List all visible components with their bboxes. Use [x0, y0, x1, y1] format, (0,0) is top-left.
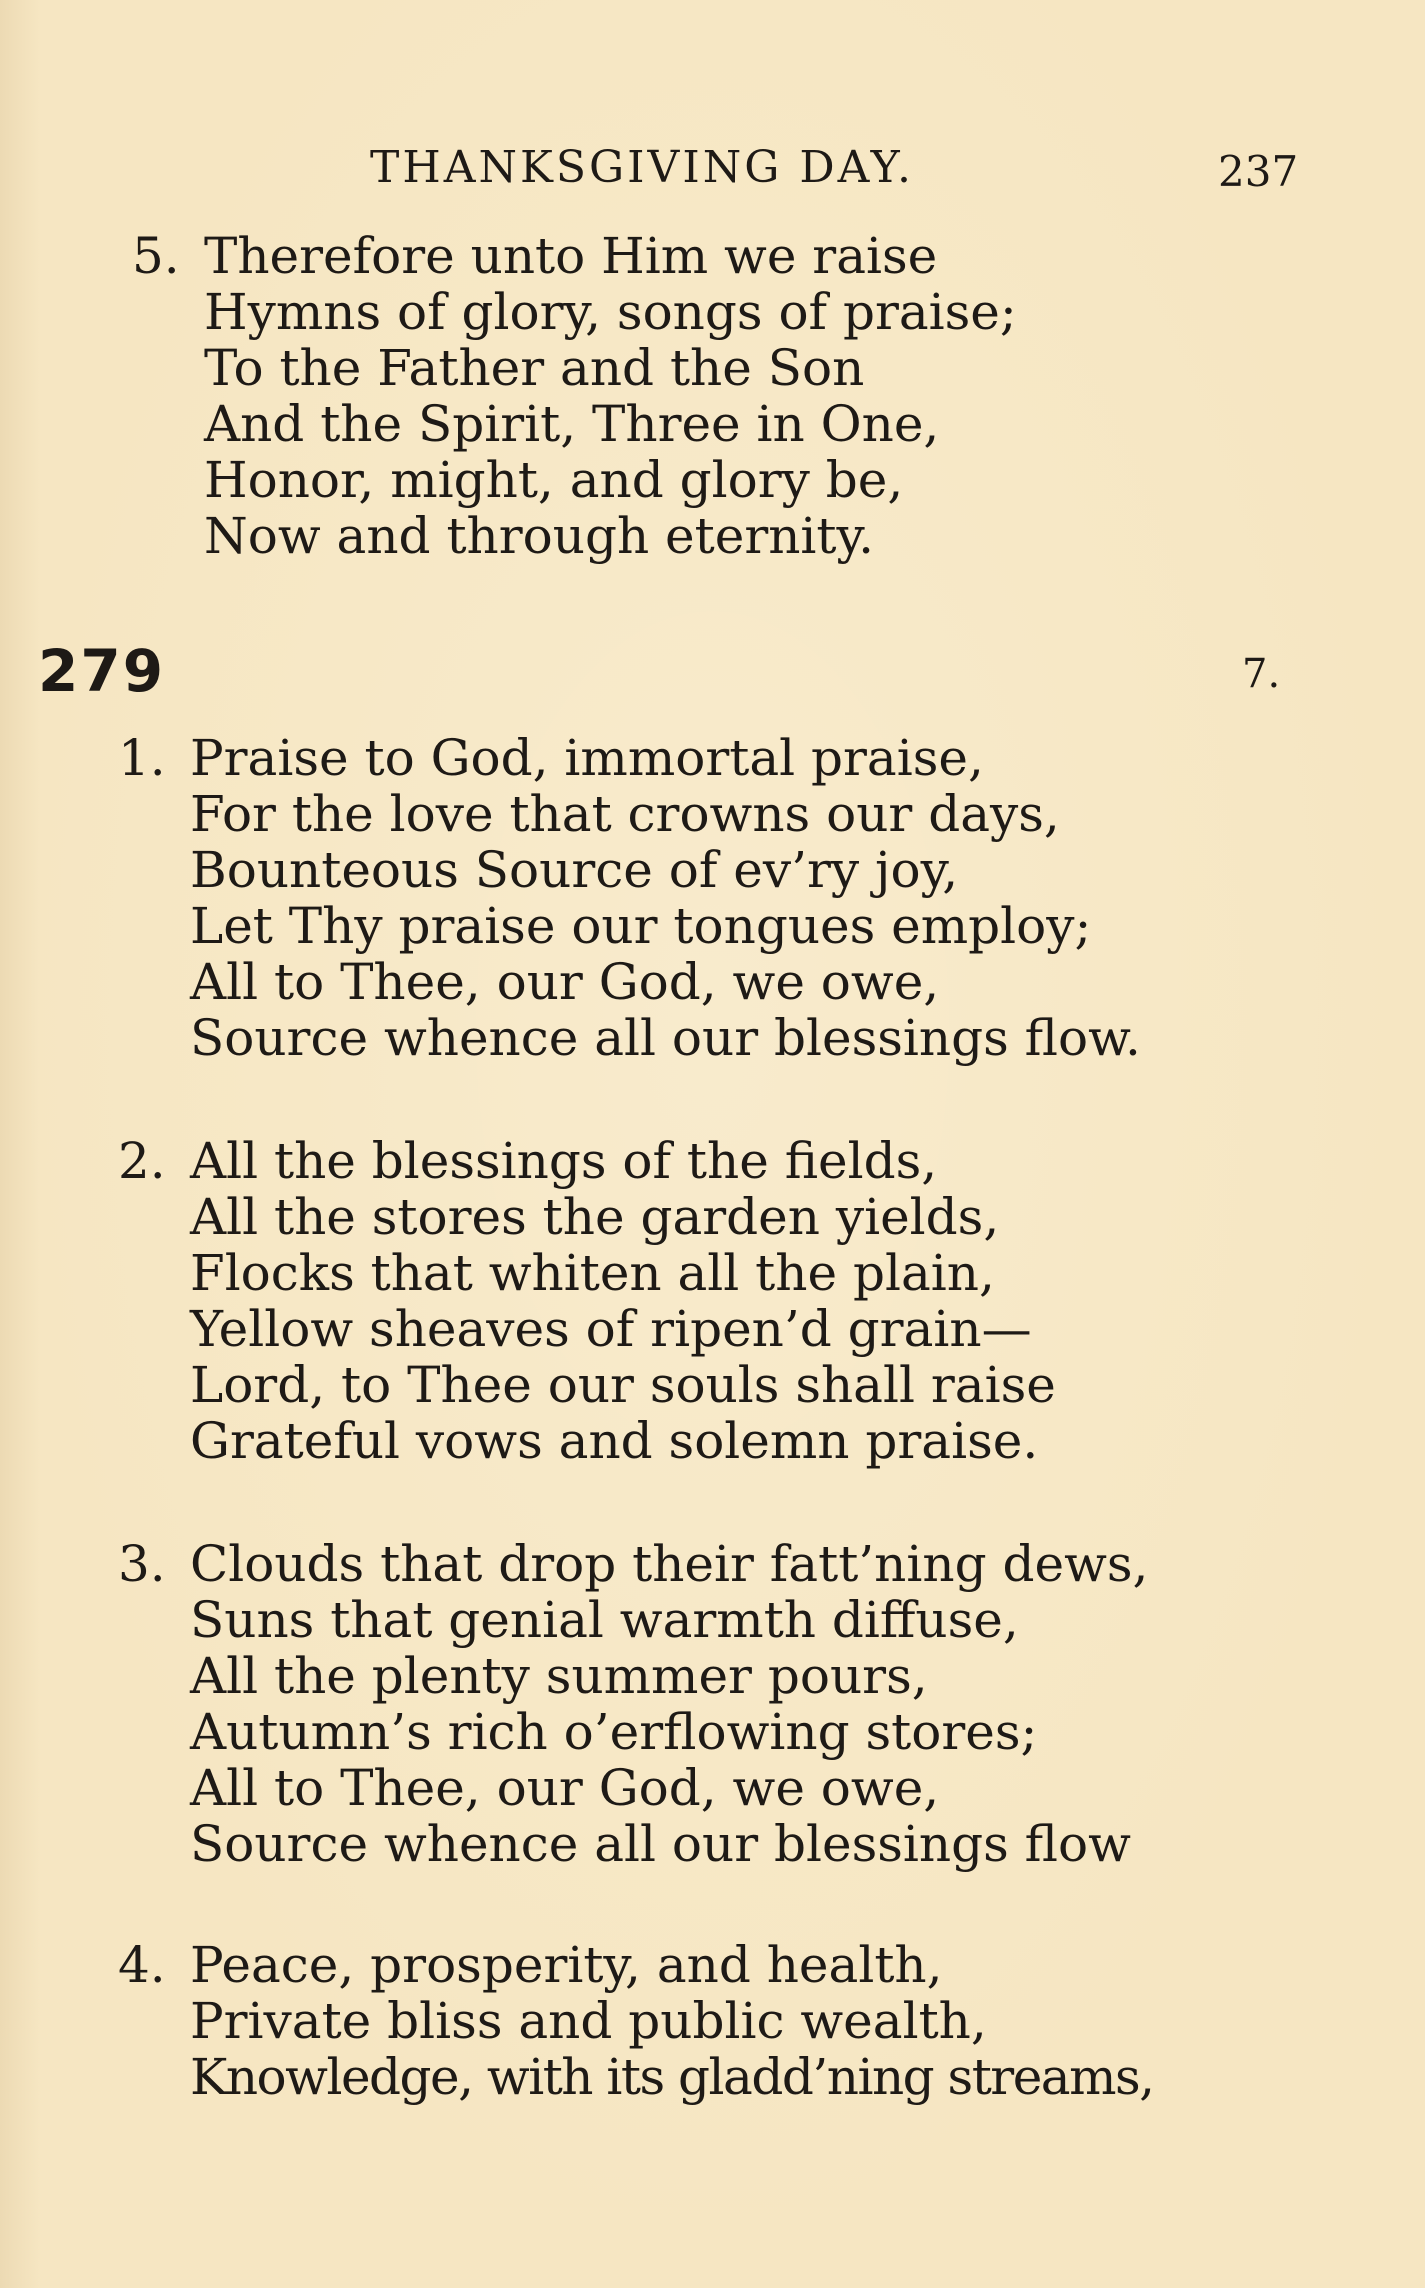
verse-line: Bounteous Source of ev’ry joy, — [190, 841, 959, 899]
verse-line: Peace, prosperity, and health, — [190, 1936, 943, 1994]
verse-line: All to Thee, our God, we owe, — [190, 953, 940, 1011]
stanza-1 — [118, 730, 1298, 1070]
stanza-4 — [118, 1937, 1298, 2107]
verse-line: Hymns of glory, songs of praise; — [204, 283, 1017, 341]
verse-line: Grateful vows and solemn praise. — [190, 1412, 1039, 1470]
stanza-lines — [190, 1536, 1148, 1872]
stanza-lines — [190, 730, 1141, 1066]
hymn-meter: 7. — [1242, 651, 1281, 697]
verse-line: Praise to God, immortal praise, — [190, 729, 984, 787]
stanza-number: 5. — [132, 227, 180, 285]
verse-line: To the Father and the Son — [204, 339, 865, 397]
verse-line: Flocks that whiten all the plain, — [190, 1244, 995, 1302]
running-title: THANKSGIVING DAY. — [370, 142, 914, 193]
verse-line: All to Thee, our God, we owe, — [190, 1759, 940, 1817]
verse-line: Lord, to Thee our souls shall raise — [190, 1356, 1056, 1414]
verse-line: Suns that genial warmth diffuse, — [190, 1591, 1019, 1649]
verse-line: And the Spirit, Three in One, — [204, 395, 940, 453]
verse-line: Now and through eternity. — [204, 507, 875, 565]
stanza-3 — [118, 1536, 1298, 1876]
stanza-number: 4. — [118, 1936, 166, 1994]
verse-line: Knowledge, with its gladd’ning streams, — [190, 2048, 1154, 2106]
stanza-lines — [190, 1133, 1056, 1469]
verse-line: Therefore unto Him we raise — [204, 227, 938, 285]
stanza-lines — [204, 228, 1017, 564]
verse-line: Let Thy praise our tongues employ; — [190, 897, 1092, 955]
stanza-number: 3. — [118, 1535, 166, 1593]
verse-line: All the stores the garden yields, — [190, 1188, 1000, 1246]
stanza-number: 2. — [118, 1132, 166, 1190]
page-number: 237 — [1218, 147, 1299, 196]
stanza-number: 1. — [118, 729, 166, 787]
verse-line: For the love that crowns our days, — [190, 785, 1060, 843]
verse-line: All the plenty summer pours, — [190, 1647, 928, 1705]
verse-line: Honor, might, and glory be, — [204, 451, 904, 509]
verse-line: Source whence all our blessings flow. — [190, 1009, 1141, 1067]
stanza-2 — [118, 1133, 1298, 1473]
hymn-number: 279 — [38, 637, 166, 705]
stanza-lines — [190, 1937, 1154, 2105]
verse-line: Private bliss and public wealth, — [190, 1992, 987, 2050]
verse-line: Source whence all our blessings flow — [190, 1815, 1131, 1873]
verse-line: Autumn’s rich o’erflowing stores; — [190, 1703, 1038, 1761]
verse-line: Clouds that drop their fatt’ning dews, — [190, 1535, 1149, 1593]
verse-line: All the blessings of the fields, — [190, 1132, 938, 1190]
prior-hymn-stanza-5 — [132, 228, 1282, 568]
verse-line: Yellow sheaves of ripen’d grain— — [190, 1300, 1032, 1358]
